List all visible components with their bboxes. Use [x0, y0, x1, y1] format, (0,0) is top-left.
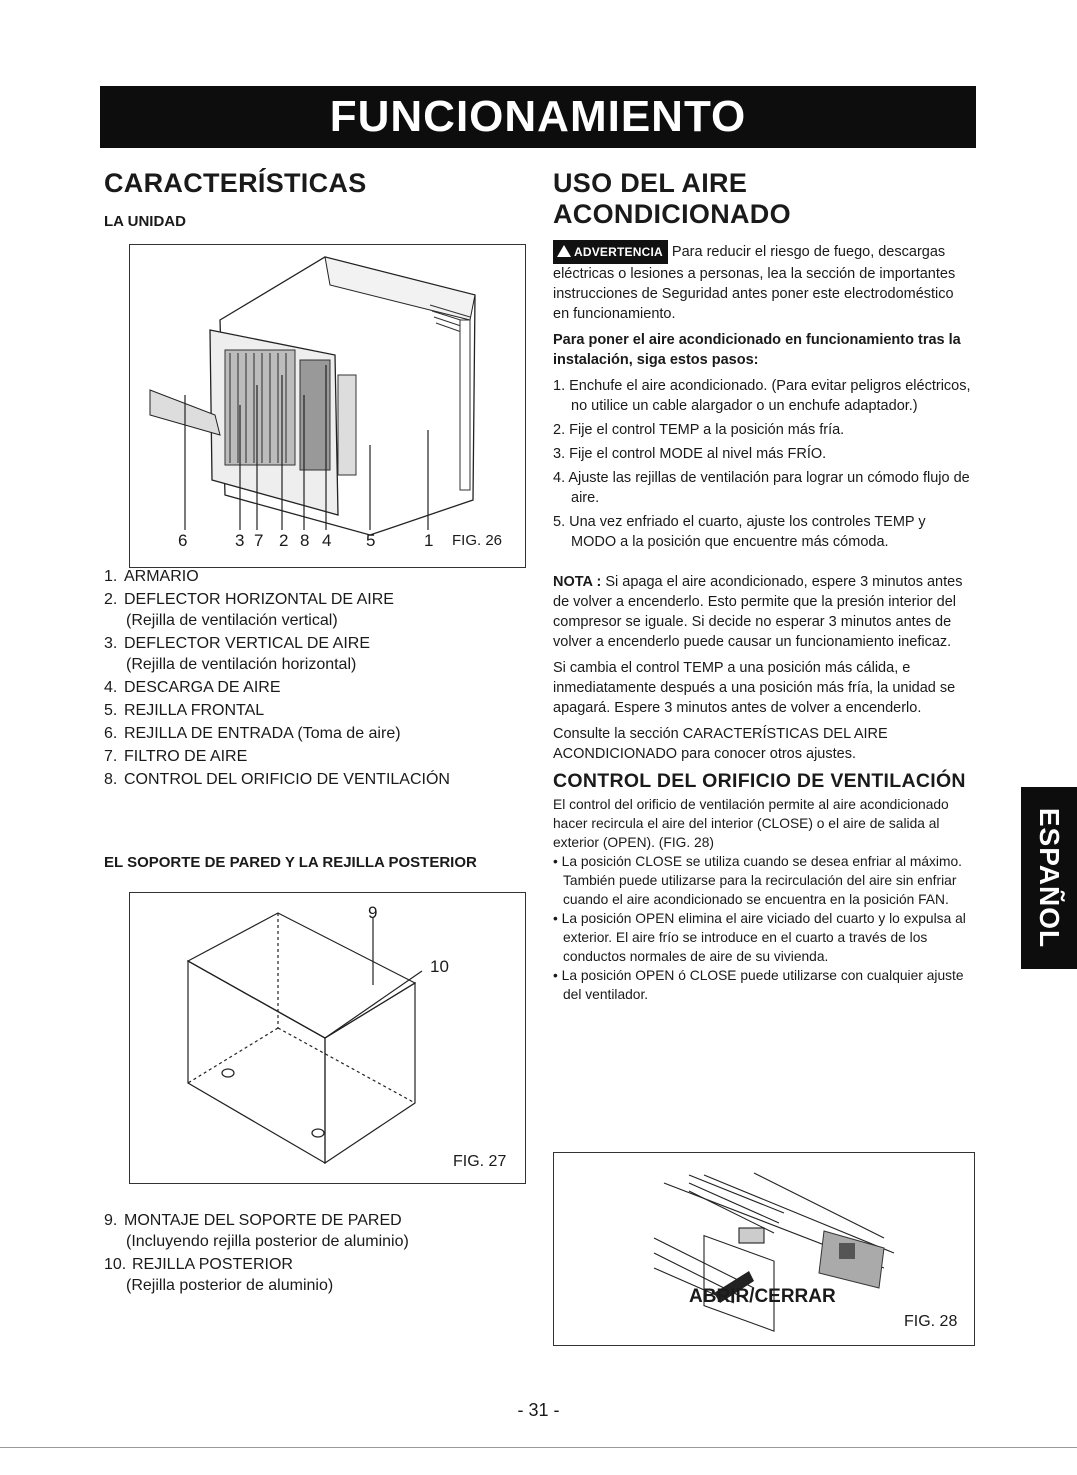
vent-intro: El control del orificio de ventilación permite al aire acondicionado hacer recircula el aire del interior (CLOSE) o el aire de salida al exterior (OPEN). (FIG. 28)	[553, 797, 949, 850]
figure-26	[129, 244, 526, 568]
bottom-divider	[0, 1447, 1077, 1448]
usage-heading: USO DEL AIRE ACONDICIONADO	[553, 168, 791, 229]
list-item: 5. REJILLA FRONTAL	[104, 702, 265, 719]
temp-paragraph: Si cambia el control TEMP a una posición más cálida, e inmediatamente después a una posición más fría, la unidad se apagará. Espere 3 minutos antes de volver a encenderlo.	[553, 660, 956, 716]
fig28-caption: ABRIR/CERRAR	[689, 1286, 836, 1307]
figure-27	[129, 892, 526, 1184]
vent-heading: CONTROL DEL ORIFICIO DE VENTILACIÓN	[553, 770, 966, 792]
figure-28	[553, 1152, 975, 1346]
left-column	[104, 168, 534, 230]
callout-4: 4	[322, 531, 332, 550]
callout-7: 7	[254, 531, 264, 550]
nota-paragraph: NOTA : Si apaga el aire acondicionado, espere 3 minutos antes de volver a encenderlo. Esto permite que la presión interior del compresor se iguale. Si decide no esperar 3 minutos antes de volver a encenderlo puede causar un funcionamiento ineficaz.	[553, 574, 963, 650]
page-banner: FUNCIONAMIENTO	[100, 86, 976, 148]
list-item: 8. CONTROL DEL ORIFICIO DE VENTILACIÓN	[104, 771, 450, 788]
parts-list	[104, 566, 534, 792]
right-column	[553, 168, 973, 1004]
list-item: 5. Una vez enfriado el cuarto, ajuste los controles TEMP y MODO a la posición que encuentre más cómoda.	[553, 514, 926, 550]
warning-badge: ADVERTENCIA	[553, 240, 668, 264]
callout-1: 1	[424, 531, 434, 550]
warning-paragraph: ADVERTENCIA Para reducir el riesgo de fuego, descargas eléctricas o lesiones a personas, lea la sección de importantes instrucciones de Seguridad antes poner este electrodoméstico en funcionamiento.	[553, 240, 973, 324]
sleeve-subheading: EL SOPORTE DE PARED Y LA REJILLA POSTERIOR	[104, 854, 477, 871]
callout-2: 2	[279, 531, 289, 550]
warning-triangle-icon	[557, 245, 571, 257]
page-number: - 31 -	[517, 1400, 560, 1420]
list-item: 6. REJILLA DE ENTRADA (Toma de aire)	[104, 725, 401, 742]
see-section-paragraph: Consulte la sección CARACTERÍSTICAS DEL AIRE ACONDICIONADO para conocer otros ajustes.	[553, 726, 888, 762]
list-item: • La posición OPEN elimina el aire viciado del cuarto y lo expulsa al exterior. El aire frío se introduce en el cuarto a través de los conductos normales de aire de su vivienda.	[553, 911, 966, 964]
language-side-tab: ESPAÑOL	[1021, 787, 1077, 969]
fig27-label: FIG. 27	[453, 1153, 507, 1170]
list-item: 2. Fije el control TEMP a la posición más fría.	[553, 422, 845, 438]
unit-subheading: LA UNIDAD	[104, 213, 186, 230]
callout-10: 10	[430, 957, 449, 976]
list-item: 2. DEFLECTOR HORIZONTAL DE AIRE (Rejilla de ventilación vertical)	[104, 591, 394, 629]
vent-bullets	[553, 852, 973, 1004]
list-item: 10. REJILLA POSTERIOR (Rejilla posterior de aluminio)	[104, 1256, 334, 1294]
callout-8: 8	[300, 531, 310, 550]
list-item: • La posición OPEN ó CLOSE puede utilizarse con cualquier ajuste del ventilador.	[553, 968, 964, 1002]
list-item: 7. FILTRO DE AIRE	[104, 748, 248, 765]
list-item: 3. DEFLECTOR VERTICAL DE AIRE (Rejilla de ventilación horizontal)	[104, 635, 370, 673]
list-item: 9. MONTAJE DEL SOPORTE DE PARED (Incluyendo rejilla posterior de aluminio)	[104, 1212, 409, 1250]
fig28-label: FIG. 28	[904, 1313, 958, 1330]
air-conditioner-illustration	[130, 245, 525, 567]
list-item: 3. Fije el control MODE al nivel más FRÍO.	[553, 446, 827, 462]
steps-list	[553, 376, 973, 552]
list-item: 1. Enchufe el aire acondicionado. (Para evitar peligros eléctricos, no utilice un cable alargador o un enchufe adaptador.)	[553, 378, 971, 414]
callout-9: 9	[368, 903, 378, 922]
wall-sleeve-illustration	[130, 893, 525, 1183]
list-item: 4. DESCARGA DE AIRE	[104, 679, 281, 696]
list-item: • La posición CLOSE se utiliza cuando se desea enfriar al máximo. También puede utilizarse para la recirculación del aire sin enfriar cuando el aire acondicionado se encuentra en la posición FAN.	[553, 854, 962, 907]
fig26-label: FIG. 26	[452, 532, 503, 549]
list-item: 4. Ajuste las rejillas de ventilación para lograr un cómodo flujo de aire.	[553, 470, 970, 506]
parts-list-2	[104, 1210, 534, 1298]
callout-3: 3	[235, 531, 245, 550]
steps-intro: Para poner el aire acondicionado en funcionamiento tras la instalación, siga estos pasos:	[553, 332, 961, 368]
callout-5: 5	[366, 531, 376, 550]
callout-6: 6	[178, 531, 188, 550]
list-item: 1. ARMARIO	[104, 568, 199, 585]
characteristics-heading: CARACTERÍSTICAS	[104, 168, 367, 198]
